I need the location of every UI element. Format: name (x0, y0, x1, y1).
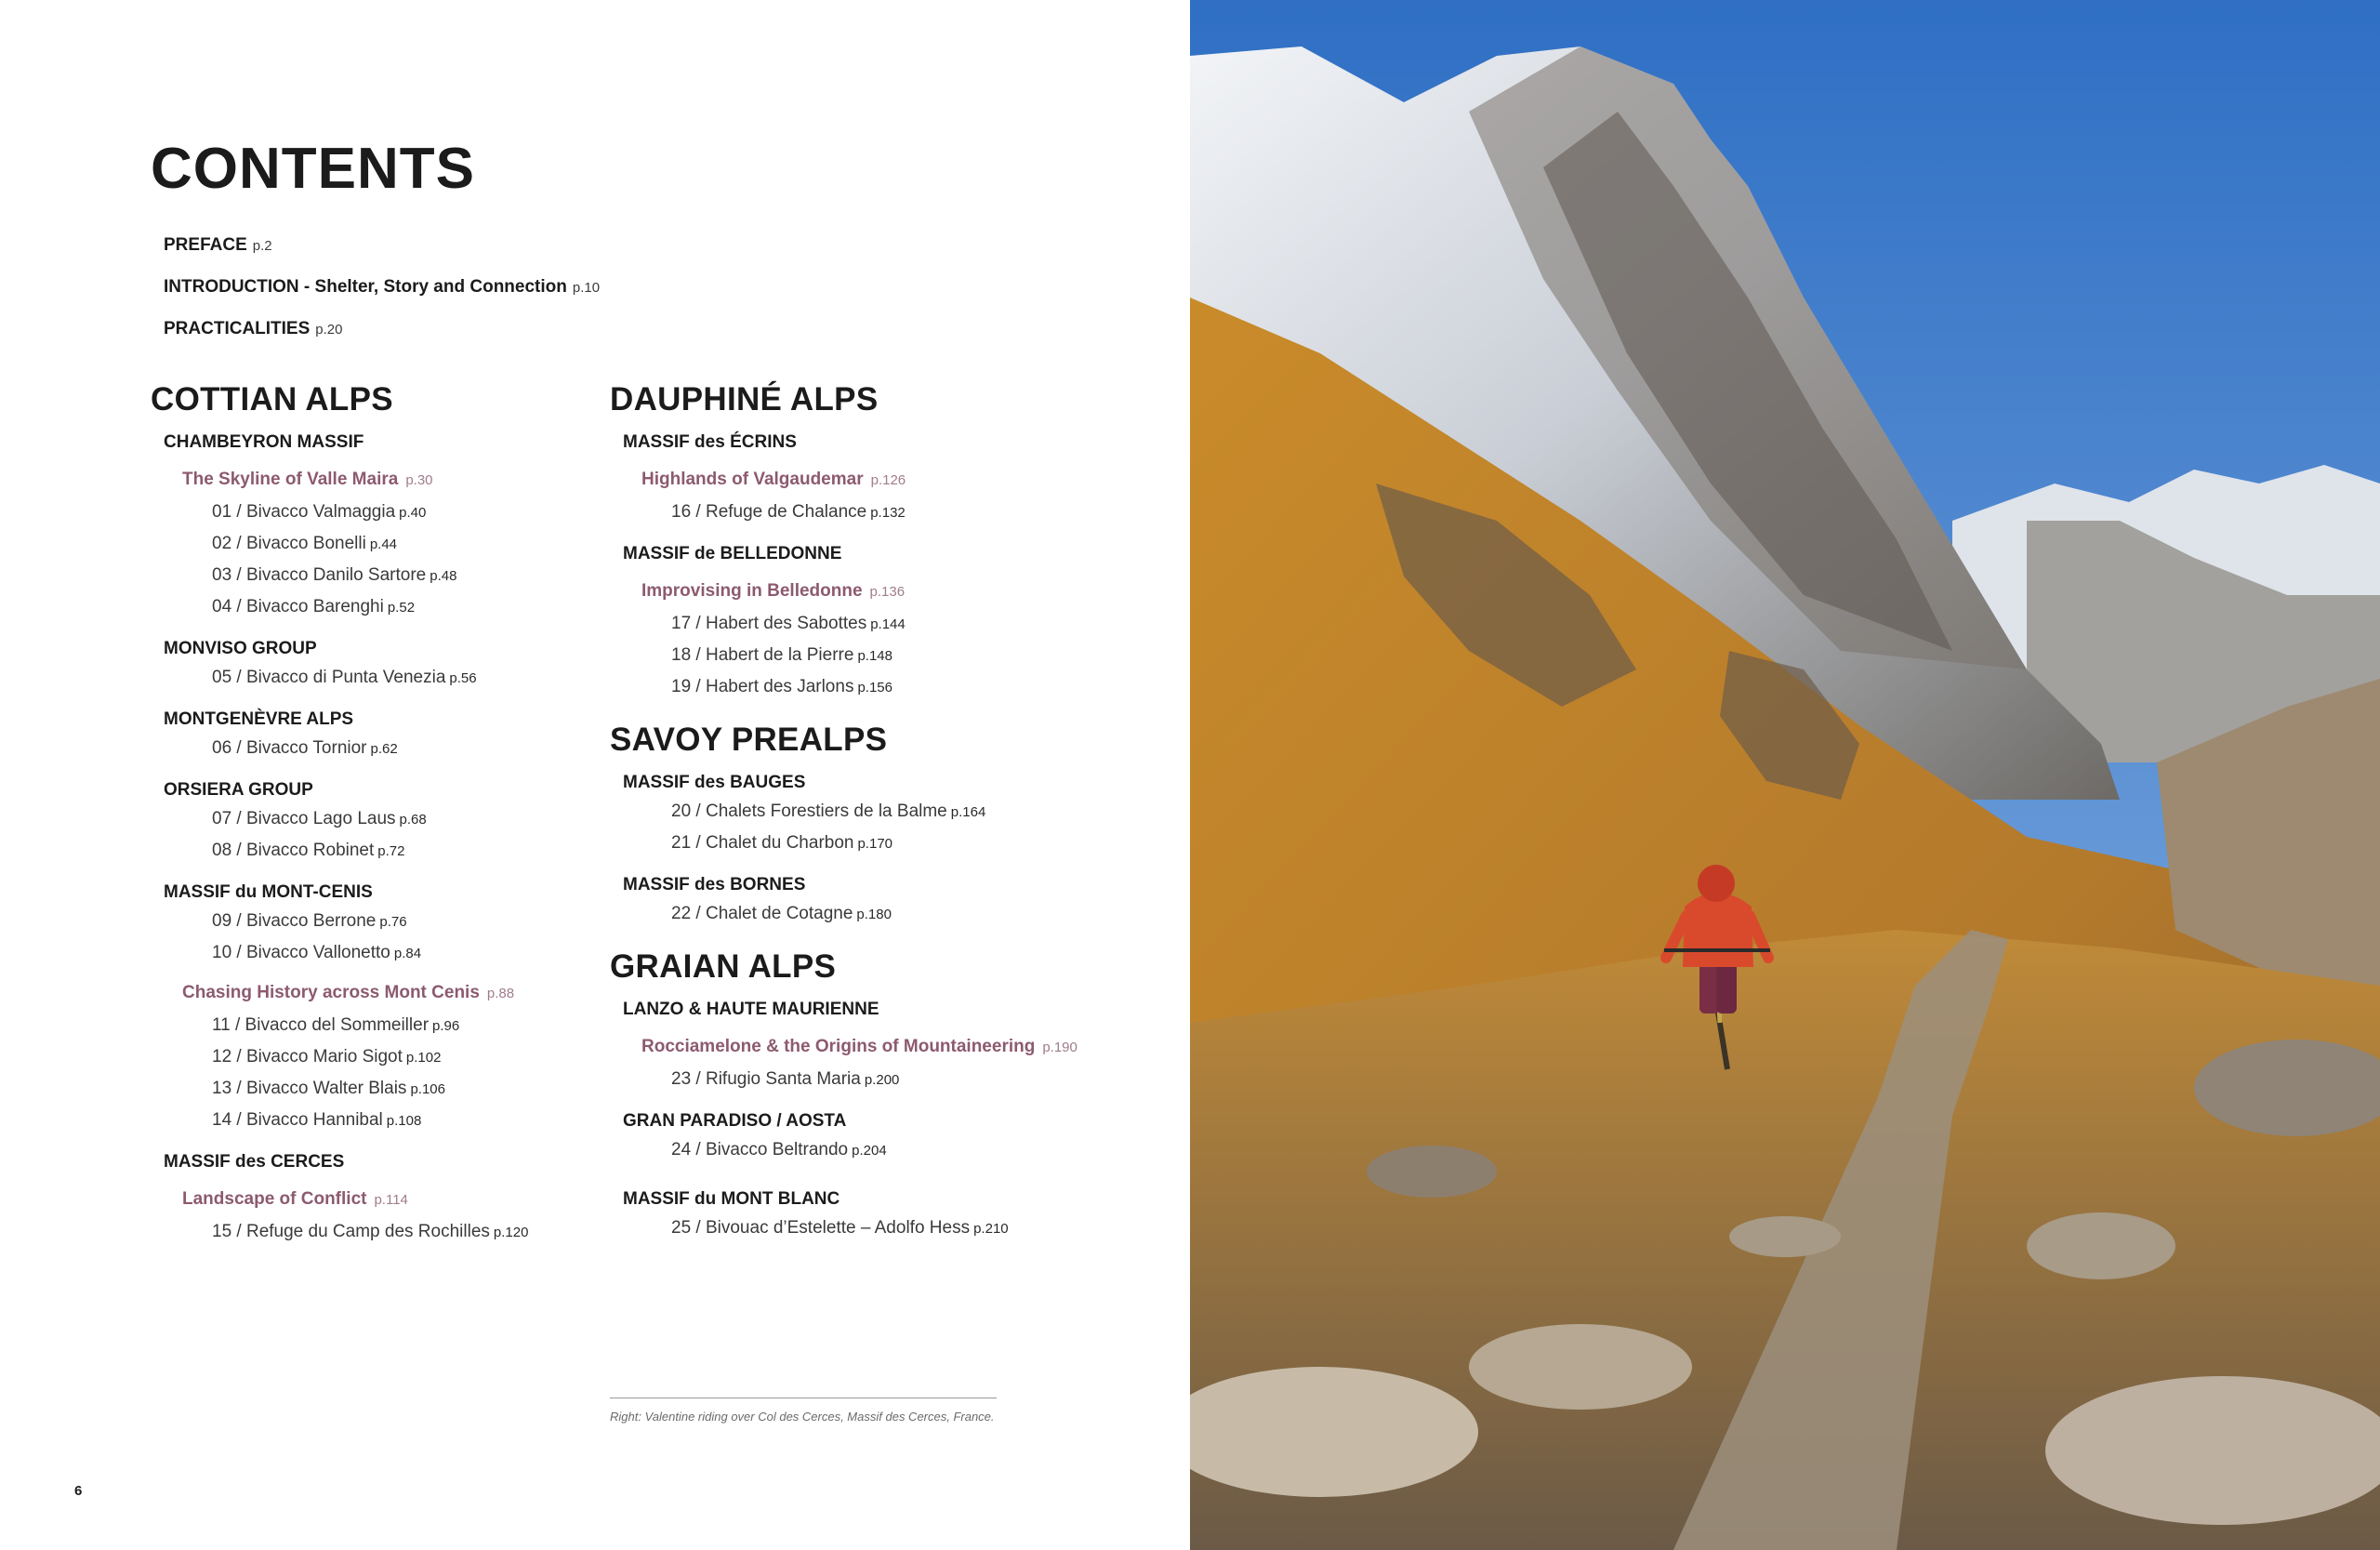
region-heading: SAVOY PREALPS (610, 722, 888, 758)
toc-page: p.108 (386, 1113, 422, 1129)
toc-page: p.136 (869, 584, 906, 600)
toc-entry[interactable] (151, 662, 528, 694)
page-title: CONTENTS (151, 137, 475, 201)
feature-chapter[interactable] (151, 1186, 528, 1212)
entry-label: 16 / Refuge de Chalance (671, 502, 867, 522)
group-heading: ORSIERA GROUP (164, 780, 313, 800)
entry-label: 15 / Refuge du Camp des Rochilles (212, 1222, 490, 1241)
toc-page: p.170 (857, 836, 893, 852)
toc-page: p.30 (405, 472, 433, 488)
photo-caption: Right: Valentine riding over Col des Cerces, Massif des Cerces, France. (610, 1410, 995, 1424)
toc-column-right (610, 376, 1078, 1244)
feature-label: Rocciamelone & the Origins of Mountaineering (641, 1037, 1036, 1056)
toc-page: p.68 (399, 812, 427, 828)
feature-label: Landscape of Conflict (182, 1189, 367, 1209)
feature-chapter[interactable] (610, 578, 1078, 604)
toc-label: PRACTICALITIES (164, 319, 311, 338)
toc-page: p.210 (973, 1221, 1009, 1237)
toc-entry[interactable] (610, 1212, 1078, 1244)
feature-chapter[interactable] (610, 467, 1078, 493)
toc-page: p.84 (393, 946, 422, 961)
feature-label: Improvising in Belledonne (641, 581, 863, 601)
mountain-biker-photo (1190, 0, 2380, 1550)
entry-label: 01 / Bivacco Valmaggia (212, 502, 396, 522)
toc-page: p.164 (950, 804, 986, 820)
toc-entry[interactable] (151, 1073, 528, 1105)
toc-entry[interactable] (151, 937, 528, 969)
toc-page: p.180 (856, 907, 892, 922)
entry-label: 24 / Bivacco Beltrando (671, 1140, 849, 1159)
toc-page: p.56 (449, 670, 477, 686)
toc-entry[interactable] (610, 1064, 1078, 1095)
group-heading: MASSIF du MONT-CENIS (164, 882, 373, 902)
toc-page: p.144 (870, 616, 906, 632)
toc-page: p.148 (857, 648, 892, 664)
entry-label: 18 / Habert de la Pierre (671, 645, 854, 665)
toc-page: p.120 (493, 1225, 529, 1240)
entry-label: 07 / Bivacco Lago Laus (212, 809, 396, 828)
entry-label: 04 / Bivacco Barenghi (212, 597, 384, 616)
group-heading: MASSIF de BELLEDONNE (623, 544, 842, 563)
feature-label: Highlands of Valgaudemar (641, 470, 864, 489)
entry-label: 13 / Bivacco Walter Blais (212, 1079, 407, 1098)
toc-label: PREFACE (164, 235, 247, 255)
toc-entry[interactable] (610, 796, 1078, 828)
toc-practicalities[interactable] (164, 319, 342, 339)
toc-page: p.10 (572, 280, 601, 296)
entry-label: 21 / Chalet du Charbon (671, 833, 854, 853)
group-heading: MONTGENÈVRE ALPS (164, 709, 354, 729)
toc-entry[interactable] (151, 497, 528, 528)
toc-page: p.72 (377, 843, 405, 859)
toc-entry[interactable] (151, 906, 528, 937)
page-number: 6 (74, 1483, 83, 1499)
toc-entry[interactable] (151, 1105, 528, 1136)
entry-label: 19 / Habert des Jarlons (671, 677, 854, 696)
toc-page: p.52 (387, 600, 416, 616)
toc-entry[interactable] (151, 803, 528, 835)
toc-entry[interactable] (151, 835, 528, 867)
region-heading: DAUPHINÉ ALPS (610, 381, 879, 417)
group-heading: GRAN PARADISO / AOSTA (623, 1111, 847, 1131)
toc-entry[interactable] (610, 1134, 1078, 1166)
toc-page: p.76 (379, 914, 407, 930)
toc-page: p.200 (864, 1072, 900, 1088)
entry-label: 10 / Bivacco Vallonetto (212, 943, 390, 962)
region-heading: COTTIAN ALPS (151, 381, 393, 417)
entry-label: 11 / Bivacco del Sommeiller (212, 1015, 430, 1035)
group-heading: MASSIF des BAUGES (623, 773, 806, 792)
entry-label: 14 / Bivacco Hannibal (212, 1110, 383, 1130)
entry-label: 22 / Chalet de Cotagne (671, 904, 853, 923)
toc-entry[interactable] (610, 497, 1078, 528)
toc-page: p.88 (486, 986, 515, 1001)
toc-page: p.62 (370, 741, 398, 757)
toc-page: p.96 (432, 1018, 460, 1034)
toc-entry[interactable] (151, 1041, 528, 1073)
feature-label: Chasing History across Mont Cenis (182, 983, 480, 1002)
toc-preface[interactable] (164, 235, 272, 256)
toc-entry[interactable] (151, 591, 528, 623)
toc-column-left (151, 376, 528, 1248)
toc-page: p.114 (374, 1192, 408, 1208)
toc-entry[interactable] (151, 1216, 528, 1248)
group-heading: MONVISO GROUP (164, 639, 317, 658)
toc-entry[interactable] (610, 671, 1078, 703)
toc-page: p.102 (405, 1050, 442, 1066)
region-heading: GRAIAN ALPS (610, 948, 837, 985)
toc-page: p.2 (252, 238, 272, 254)
feature-chapter[interactable] (610, 1034, 1078, 1060)
entry-label: 25 / Bivouac d’Estelette – Adolfo Hess (671, 1218, 971, 1238)
entry-label: 23 / Rifugio Santa Maria (671, 1069, 861, 1089)
toc-entry[interactable] (151, 560, 528, 591)
group-heading: MASSIF des BORNES (623, 875, 806, 894)
entry-label: 12 / Bivacco Mario Sigot (212, 1047, 403, 1066)
feature-chapter[interactable] (151, 980, 528, 1006)
entry-label: 02 / Bivacco Bonelli (212, 534, 366, 553)
feature-label: The Skyline of Valle Maira (182, 470, 399, 489)
toc-entry[interactable] (151, 1010, 528, 1041)
toc-page: p.20 (315, 322, 343, 338)
toc-label: INTRODUCTION - Shelter, Story and Connection (164, 277, 567, 297)
toc-page: p.48 (430, 568, 457, 584)
group-heading: MASSIF des ÉCRINS (623, 432, 797, 452)
toc-page: p.190 (1042, 1040, 1078, 1055)
photo-page (1190, 0, 2380, 1550)
entry-label: 08 / Bivacco Robinet (212, 841, 375, 860)
toc-introduction[interactable] (164, 277, 600, 298)
entry-label: 03 / Bivacco Danilo Sartore (212, 565, 427, 585)
toc-page: p.106 (410, 1081, 445, 1097)
toc-entry[interactable] (151, 733, 528, 764)
entry-label: 20 / Chalets Forestiers de la Balme (671, 801, 947, 821)
toc-page: p.204 (852, 1143, 887, 1159)
toc-entry[interactable] (610, 608, 1078, 640)
feature-chapter[interactable] (151, 467, 528, 493)
toc-page: p.132 (870, 505, 906, 521)
entry-label: 05 / Bivacco di Punta Venezia (212, 668, 446, 687)
toc-entry[interactable] (610, 640, 1078, 671)
toc-page: p.156 (857, 680, 892, 696)
entry-label: 17 / Habert des Sabottes (671, 614, 867, 633)
group-heading: MASSIF du MONT BLANC (623, 1189, 840, 1209)
toc-page: p.126 (870, 472, 906, 488)
group-heading: LANZO & HAUTE MAURIENNE (623, 1000, 879, 1019)
toc-page: p.40 (399, 505, 427, 521)
toc-entry[interactable] (610, 898, 1078, 930)
group-heading: CHAMBEYRON MASSIF (164, 432, 364, 452)
entry-label: 09 / Bivacco Berrone (212, 911, 377, 931)
group-heading: MASSIF des CERCES (164, 1152, 345, 1172)
entry-label: 06 / Bivacco Tornior (212, 738, 367, 758)
toc-entry[interactable] (151, 528, 528, 560)
toc-entry[interactable] (610, 828, 1078, 859)
toc-page: p.44 (369, 537, 398, 552)
